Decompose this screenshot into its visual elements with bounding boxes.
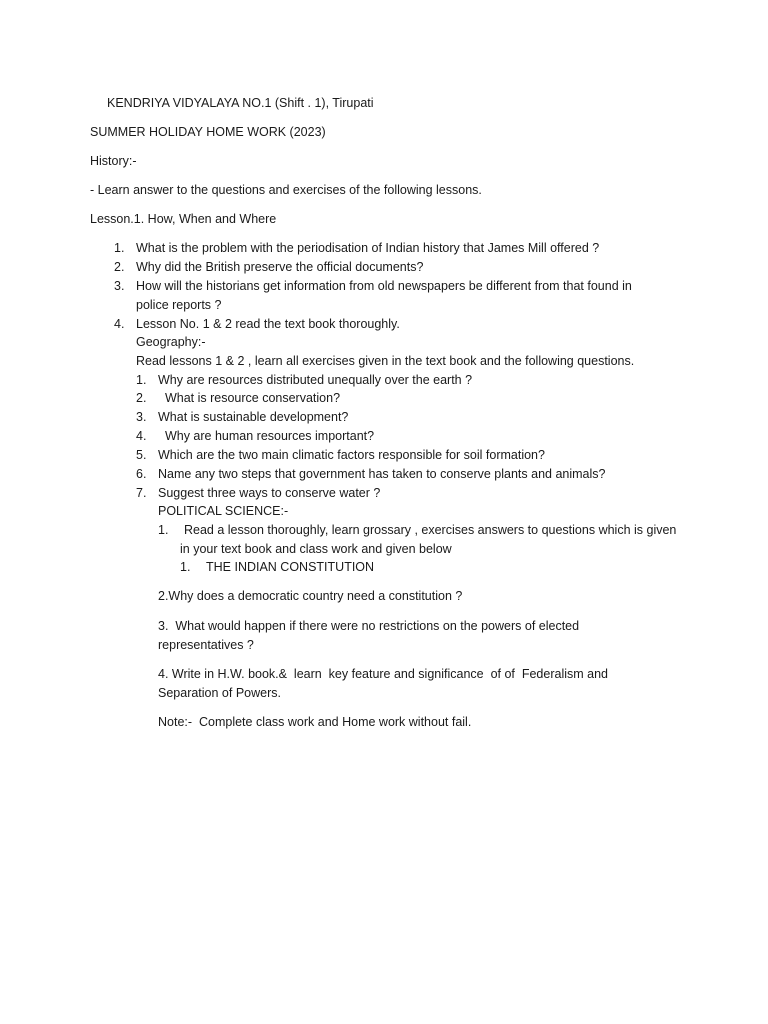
- geography-item-number: 7.: [136, 486, 147, 500]
- political-science-question-4: 4. Write in H.W. book.& learn key feature and significance of of Federalism and: [158, 667, 608, 681]
- political-science-heading: POLITICAL SCIENCE:-: [158, 504, 289, 518]
- constitution-sub-number: 1.: [180, 560, 191, 574]
- history-item-text: Lesson No. 1 & 2 read the text book thoroughly.: [136, 317, 400, 331]
- school-name: KENDRIYA VIDYALAYA NO.1 (Shift . 1), Tirupati: [107, 96, 374, 110]
- political-science-question-2: 2.Why does a democratic country need a constitution ?: [158, 589, 463, 603]
- homework-title: SUMMER HOLIDAY HOME WORK (2023): [90, 125, 326, 139]
- political-science-item-text-continued: in your text book and class work and given below: [180, 542, 452, 556]
- history-item-number: 4.: [114, 317, 125, 331]
- history-lesson-title: Lesson.1. How, When and Where: [90, 212, 277, 226]
- geography-item-number: 4.: [136, 429, 147, 443]
- geography-item-text: Which are the two main climatic factors responsible for soil formation?: [158, 448, 545, 462]
- history-item-text: What is the problem with the periodisation of Indian history that James Mill offered ?: [136, 241, 600, 255]
- history-item-text-continued: police reports ?: [136, 298, 222, 312]
- political-science-item-number: 1.: [158, 523, 169, 537]
- political-science-question-3-continued: representatives ?: [158, 638, 254, 652]
- history-item-number: 2.: [114, 260, 125, 274]
- geography-item-text: Suggest three ways to conserve water ?: [158, 486, 381, 500]
- geography-item-number: 1.: [136, 373, 147, 387]
- political-science-question-3: 3. What would happen if there were no restrictions on the powers of elected: [158, 619, 580, 633]
- geography-item-text: What is resource conservation?: [158, 391, 341, 405]
- homework-note: Note:- Complete class work and Home work without fail.: [158, 715, 472, 729]
- geography-item-text: Name any two steps that government has taken to conserve plants and animals?: [158, 467, 606, 481]
- geography-item-number: 3.: [136, 410, 147, 424]
- geography-item-number: 2.: [136, 391, 147, 405]
- geography-item-text: What is sustainable development?: [158, 410, 349, 424]
- geography-item-text: Why are resources distributed unequally over the earth ?: [158, 373, 473, 387]
- geography-item-text: Why are human resources important?: [158, 429, 375, 443]
- history-item-text: Why did the British preserve the official documents?: [136, 260, 424, 274]
- geography-item-number: 6.: [136, 467, 147, 481]
- political-science-item-text: Read a lesson thoroughly, learn grossary , exercises answers to questions which is given: [184, 523, 677, 537]
- history-item-number: 3.: [114, 279, 125, 293]
- political-science-question-4-continued: Separation of Powers.: [158, 686, 281, 700]
- geography-instruction: Read lessons 1 & 2 , learn all exercises given in the text book and the following questions.: [136, 354, 635, 368]
- geography-heading: Geography:-: [136, 335, 206, 349]
- history-item-number: 1.: [114, 241, 125, 255]
- history-instruction: - Learn answer to the questions and exercises of the following lessons.: [90, 183, 482, 197]
- history-item-text: How will the historians get information from old newspapers be different from that found in: [136, 279, 632, 293]
- geography-item-number: 5.: [136, 448, 147, 462]
- history-heading: History:-: [90, 154, 137, 168]
- constitution-sub-title: THE INDIAN CONSTITUTION: [206, 560, 375, 574]
